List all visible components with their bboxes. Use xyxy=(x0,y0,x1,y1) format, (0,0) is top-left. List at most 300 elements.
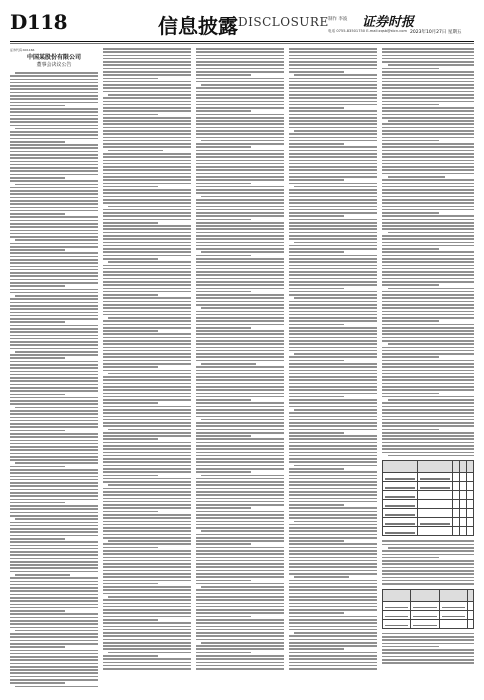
text-line xyxy=(289,268,377,270)
text-line xyxy=(10,482,98,484)
header-rule xyxy=(10,41,474,42)
text-line xyxy=(196,504,284,506)
text-line xyxy=(196,481,284,483)
text-line xyxy=(382,153,474,155)
text-line xyxy=(10,390,98,392)
text-line xyxy=(294,186,377,188)
text-line xyxy=(10,108,98,110)
text-line xyxy=(10,633,98,635)
text-line xyxy=(103,412,191,414)
text-line xyxy=(289,347,377,349)
text-line xyxy=(196,228,284,230)
text-line xyxy=(10,597,98,599)
text-line xyxy=(289,412,377,414)
text-line xyxy=(289,432,344,434)
text-line xyxy=(103,74,191,76)
text-line xyxy=(196,87,284,89)
text-line xyxy=(15,239,98,241)
text-line xyxy=(196,612,284,614)
text-line xyxy=(289,212,377,214)
text-line xyxy=(103,626,191,628)
text-line xyxy=(103,481,191,483)
text-line xyxy=(10,374,98,376)
text-line xyxy=(196,609,284,611)
text-line xyxy=(289,101,377,103)
text-line xyxy=(196,448,284,450)
text-line xyxy=(103,537,191,539)
text-line xyxy=(196,330,284,332)
text-line xyxy=(10,577,98,579)
text-line xyxy=(382,235,474,237)
text-line xyxy=(103,196,191,198)
text-line xyxy=(103,294,158,296)
text-line xyxy=(382,87,474,89)
text-line xyxy=(103,160,191,162)
text-line xyxy=(10,380,98,382)
text-line xyxy=(196,160,284,162)
text-line xyxy=(10,584,98,586)
text-line xyxy=(103,527,191,529)
text-line xyxy=(196,225,284,227)
text-line xyxy=(10,190,98,192)
text-line xyxy=(289,320,377,322)
text-line xyxy=(103,383,191,385)
text-line xyxy=(103,314,191,316)
text-line xyxy=(289,123,377,125)
text-line xyxy=(103,68,191,70)
text-line xyxy=(103,432,191,434)
text-line xyxy=(382,445,474,447)
text-line xyxy=(103,455,191,457)
text-line xyxy=(196,445,284,447)
text-line xyxy=(289,639,377,641)
text-line xyxy=(196,278,284,280)
text-line xyxy=(103,603,191,605)
text-line xyxy=(103,127,191,129)
text-line xyxy=(10,643,98,645)
text-line xyxy=(289,94,377,96)
text-line xyxy=(289,517,377,519)
text-line xyxy=(382,396,474,398)
text-line xyxy=(289,271,377,273)
text-line xyxy=(10,430,65,432)
data-table-1 xyxy=(382,460,474,536)
text-line xyxy=(103,458,191,460)
text-line xyxy=(103,232,191,234)
text-line xyxy=(382,386,474,388)
text-line xyxy=(196,274,284,276)
text-line xyxy=(108,94,191,96)
text-line xyxy=(382,291,474,293)
text-line xyxy=(388,343,474,345)
text-line xyxy=(289,504,344,506)
text-line xyxy=(103,530,191,532)
text-line xyxy=(103,64,191,66)
text-line xyxy=(289,163,377,165)
text-line xyxy=(289,376,377,378)
text-line xyxy=(10,440,98,442)
text-line xyxy=(196,317,284,319)
text-line xyxy=(289,55,377,57)
text-line xyxy=(382,412,474,414)
text-line xyxy=(289,360,344,362)
text-line xyxy=(201,251,284,253)
text-line xyxy=(103,553,191,555)
text-line xyxy=(382,425,474,427)
text-line xyxy=(382,557,439,559)
text-line xyxy=(382,284,439,286)
text-line xyxy=(289,665,377,667)
text-line xyxy=(10,558,98,560)
text-line xyxy=(201,363,256,365)
text-line xyxy=(10,82,98,84)
text-line xyxy=(196,101,284,103)
text-line xyxy=(196,209,284,211)
text-line xyxy=(10,341,98,343)
text-line xyxy=(196,517,284,519)
text-line xyxy=(196,268,284,270)
text-line xyxy=(196,146,251,148)
text-line xyxy=(289,228,377,230)
text-line xyxy=(103,586,191,588)
text-line xyxy=(289,514,377,516)
text-line xyxy=(196,461,284,463)
text-line xyxy=(382,61,474,63)
text-line xyxy=(103,534,191,536)
text-line xyxy=(289,481,377,483)
text-line xyxy=(289,179,344,181)
text-line xyxy=(103,645,191,647)
text-line xyxy=(294,74,377,76)
text-line xyxy=(289,235,377,237)
text-line xyxy=(289,238,377,240)
text-line xyxy=(103,599,191,601)
text-line xyxy=(289,511,377,513)
text-line xyxy=(10,321,65,323)
text-line xyxy=(10,485,98,487)
text-line xyxy=(103,51,191,53)
text-line xyxy=(289,97,377,99)
text-line xyxy=(196,337,284,339)
text-line xyxy=(15,574,70,576)
text-line xyxy=(289,603,377,605)
text-line xyxy=(196,402,284,404)
text-line xyxy=(103,353,191,355)
text-line xyxy=(10,233,98,235)
text-line xyxy=(103,104,191,106)
text-line xyxy=(289,370,377,372)
text-line xyxy=(196,396,284,398)
column-2-text xyxy=(103,48,191,670)
text-line xyxy=(103,307,191,309)
text-line xyxy=(196,248,284,250)
text-line xyxy=(382,140,439,142)
text-line xyxy=(289,294,377,296)
text-line xyxy=(103,468,191,470)
text-line xyxy=(10,613,98,615)
text-line xyxy=(103,133,191,135)
text-line xyxy=(201,140,284,142)
text-line xyxy=(10,305,98,307)
text-line xyxy=(103,471,191,473)
text-line xyxy=(10,600,98,602)
text-line xyxy=(108,150,163,152)
text-line xyxy=(382,429,439,431)
text-line xyxy=(382,327,474,329)
text-line xyxy=(10,551,98,553)
text-line xyxy=(103,340,191,342)
text-line xyxy=(294,521,377,523)
text-line xyxy=(294,576,349,578)
text-line xyxy=(196,616,251,618)
text-line xyxy=(196,478,284,480)
text-line xyxy=(108,652,191,654)
text-line xyxy=(289,484,377,486)
text-line xyxy=(196,222,284,224)
text-line xyxy=(103,557,191,559)
text-line xyxy=(382,636,474,638)
text-line xyxy=(289,51,377,53)
text-line xyxy=(289,324,344,326)
text-line xyxy=(196,511,284,513)
text-line xyxy=(103,465,191,467)
column-5-text-bottom xyxy=(382,633,474,664)
text-line xyxy=(382,258,474,260)
section-title: 信息披露 xyxy=(158,14,238,38)
text-line xyxy=(10,230,98,232)
text-line xyxy=(10,548,98,550)
text-line xyxy=(289,626,377,628)
text-line xyxy=(382,127,474,129)
text-line xyxy=(10,663,98,665)
text-line xyxy=(196,632,284,634)
text-line xyxy=(10,508,98,510)
text-line xyxy=(103,137,191,139)
text-line xyxy=(196,340,284,342)
text-line xyxy=(10,371,98,373)
text-line xyxy=(382,337,474,339)
text-line xyxy=(108,317,191,319)
text-line xyxy=(289,84,377,86)
text-line xyxy=(10,88,98,90)
text-line xyxy=(289,192,377,194)
text-line xyxy=(103,163,191,165)
text-line xyxy=(196,58,284,60)
text-line xyxy=(289,87,377,89)
text-line xyxy=(10,492,98,494)
text-line xyxy=(196,169,284,171)
text-line xyxy=(15,72,98,74)
notice-title: 董事会决议公告 xyxy=(36,62,72,68)
text-line xyxy=(196,563,284,565)
text-line xyxy=(10,679,98,681)
text-line xyxy=(196,143,284,145)
text-line xyxy=(196,192,284,194)
text-line xyxy=(10,161,98,163)
text-line xyxy=(289,117,377,119)
text-line xyxy=(382,268,474,270)
text-line xyxy=(103,478,191,480)
text-line xyxy=(289,494,377,496)
text-line xyxy=(289,383,377,385)
text-line xyxy=(10,420,98,422)
text-line xyxy=(382,330,474,332)
text-line xyxy=(196,386,284,388)
text-line xyxy=(103,406,191,408)
text-line xyxy=(289,645,377,647)
text-line xyxy=(10,505,98,507)
text-line xyxy=(103,389,191,391)
text-line xyxy=(196,186,284,188)
text-line xyxy=(103,409,191,411)
text-line xyxy=(196,593,284,595)
text-line xyxy=(10,417,98,419)
text-line xyxy=(289,166,377,168)
text-line xyxy=(196,61,284,63)
text-line xyxy=(196,596,284,598)
text-line xyxy=(10,640,98,642)
text-line xyxy=(196,261,284,263)
text-line xyxy=(103,324,191,326)
text-line xyxy=(196,123,284,125)
text-line xyxy=(103,245,191,247)
text-line xyxy=(10,567,98,569)
text-line xyxy=(10,285,65,287)
text-line xyxy=(289,606,377,608)
text-line xyxy=(103,166,191,168)
text-line xyxy=(103,146,191,148)
text-line xyxy=(294,353,377,355)
text-line xyxy=(388,176,445,178)
text-line xyxy=(10,302,98,304)
text-line xyxy=(103,258,158,260)
text-line xyxy=(10,312,98,314)
text-line xyxy=(289,468,344,470)
text-line xyxy=(196,501,284,503)
text-line xyxy=(103,301,191,303)
text-line xyxy=(289,507,377,509)
text-line xyxy=(289,435,377,437)
text-line xyxy=(196,130,284,132)
text-line xyxy=(382,419,474,421)
text-line xyxy=(201,419,284,421)
text-line xyxy=(196,297,284,299)
text-line xyxy=(196,406,284,408)
text-line xyxy=(196,583,284,585)
text-line xyxy=(103,616,191,618)
text-line xyxy=(201,642,284,644)
text-line xyxy=(10,672,98,674)
text-line xyxy=(289,452,377,454)
text-line xyxy=(289,61,377,63)
text-line xyxy=(103,284,191,286)
text-line xyxy=(289,81,377,83)
text-line xyxy=(10,436,98,438)
text-line xyxy=(10,499,98,501)
text-line xyxy=(289,153,377,155)
text-line xyxy=(382,166,474,168)
text-line xyxy=(10,269,98,271)
text-line xyxy=(10,456,98,458)
text-line xyxy=(10,446,98,448)
text-line xyxy=(382,416,474,418)
text-line xyxy=(388,288,474,290)
text-line xyxy=(289,566,377,568)
text-line xyxy=(196,64,284,66)
text-line xyxy=(289,304,377,306)
text-line xyxy=(382,550,474,552)
text-line xyxy=(103,265,191,267)
text-line xyxy=(201,586,284,588)
text-line xyxy=(10,676,98,678)
page-number: D118 xyxy=(10,10,68,34)
text-line xyxy=(103,665,191,667)
text-line xyxy=(382,78,474,80)
text-line xyxy=(10,515,98,517)
text-line xyxy=(103,176,191,178)
text-line xyxy=(289,530,377,532)
text-line xyxy=(382,110,474,112)
text-line xyxy=(289,301,377,303)
text-line xyxy=(10,587,98,589)
text-line xyxy=(382,74,474,76)
text-line xyxy=(10,315,98,317)
data-table-2 xyxy=(382,589,474,629)
text-line xyxy=(10,479,98,481)
column-1 xyxy=(10,48,98,688)
text-line xyxy=(103,255,191,257)
text-line xyxy=(382,570,474,572)
text-line xyxy=(103,304,191,306)
text-line xyxy=(196,383,284,385)
column-3-text xyxy=(196,48,284,670)
text-line xyxy=(196,48,284,50)
text-line xyxy=(196,366,284,368)
text-line xyxy=(196,455,284,457)
text-line xyxy=(103,81,191,83)
text-line xyxy=(10,308,98,310)
text-line xyxy=(103,330,158,332)
text-line xyxy=(103,271,191,273)
text-line xyxy=(196,81,284,83)
text-line xyxy=(382,225,474,227)
text-line xyxy=(10,289,98,291)
text-line xyxy=(103,419,191,421)
text-line xyxy=(10,666,98,668)
text-line xyxy=(382,71,474,73)
text-line xyxy=(196,343,284,345)
text-line xyxy=(382,639,474,641)
text-line xyxy=(382,646,439,648)
text-line xyxy=(196,91,284,93)
text-line xyxy=(10,226,98,228)
text-line xyxy=(196,543,251,545)
text-line xyxy=(103,589,191,591)
text-line xyxy=(103,156,191,158)
text-line xyxy=(10,220,98,222)
text-line xyxy=(103,658,191,660)
text-line xyxy=(196,521,284,523)
text-line xyxy=(103,461,191,463)
text-line xyxy=(382,340,474,342)
text-line xyxy=(10,554,98,556)
text-line xyxy=(103,337,191,339)
text-line xyxy=(382,393,439,395)
text-line xyxy=(289,291,377,293)
text-line xyxy=(289,356,377,358)
text-line xyxy=(10,335,98,337)
text-line xyxy=(10,111,98,113)
